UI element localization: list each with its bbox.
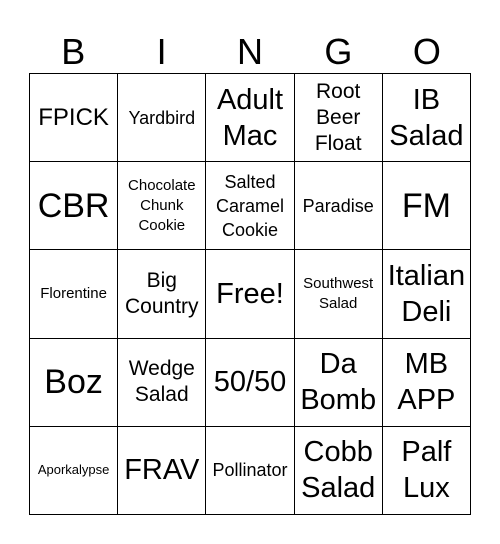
cell-label: Aporkalypse: [37, 462, 110, 478]
bingo-cell-r3c5[interactable]: [383, 250, 471, 338]
header-letter-n: N: [237, 31, 264, 72]
cell-label: Wedge Salad: [128, 357, 195, 407]
cell-label: Italian Deli: [387, 259, 466, 328]
bingo-cell-r1c4[interactable]: [295, 74, 383, 162]
bingo-cell-r1c5[interactable]: [383, 74, 471, 162]
bingo-cell-r1c3[interactable]: [206, 74, 294, 162]
bingo-cell-r3c1[interactable]: [30, 250, 118, 338]
bingo-cell-r5c1[interactable]: [30, 427, 118, 515]
cell-label: FM: [401, 186, 451, 225]
cell-label: Palf Lux: [401, 436, 452, 505]
cell-label: FRAV: [124, 454, 200, 487]
cell-label: Chocolate Chunk Cookie: [128, 176, 196, 234]
cell-label: 50/50: [213, 366, 287, 399]
cell-label: Paradise: [302, 195, 374, 216]
cell-label: Southwest Salad: [303, 274, 374, 312]
bingo-board: [29, 73, 471, 515]
bingo-cell-r4c5[interactable]: [383, 339, 471, 427]
cell-label: Salted Caramel Cookie: [215, 171, 284, 240]
cell-label: IB Salad: [389, 83, 464, 152]
bingo-cell-r3c4[interactable]: [295, 250, 383, 338]
bingo-cell-r3c2[interactable]: [118, 250, 206, 338]
header-letter-i: I: [156, 31, 167, 72]
bingo-cell-r4c2[interactable]: [118, 339, 206, 427]
cell-label: Adult Mac: [216, 83, 284, 152]
cell-label: Big Country: [125, 268, 199, 318]
bingo-cell-r2c4[interactable]: [295, 162, 383, 250]
header-letter-o: O: [412, 31, 441, 72]
bingo-cell-r1c1[interactable]: [30, 74, 118, 162]
bingo-cell-r5c3[interactable]: [206, 427, 294, 515]
bingo-cell-r2c1[interactable]: [30, 162, 118, 250]
header-letter-g: G: [324, 31, 353, 72]
bingo-cell-r5c5[interactable]: [383, 427, 471, 515]
bingo-cell-r2c2[interactable]: [118, 162, 206, 250]
free-space-label: Free!: [216, 277, 284, 310]
bingo-header: [29, 30, 471, 74]
bingo-cell-r1c2[interactable]: [118, 74, 206, 162]
cell-label: Boz: [44, 363, 103, 402]
bingo-cell-r2c3[interactable]: [206, 162, 294, 250]
cell-label: CBR: [37, 186, 110, 225]
bingo-cell-r2c5[interactable]: [383, 162, 471, 250]
cell-label: MB APP: [397, 348, 456, 417]
bingo-cell-r5c2[interactable]: [118, 427, 206, 515]
bingo-cell-free[interactable]: [206, 250, 294, 338]
header-letter-b: B: [61, 31, 86, 72]
bingo-cell-r4c4[interactable]: [295, 339, 383, 427]
bingo-cell-r5c4[interactable]: [295, 427, 383, 515]
cell-label: FPICK: [38, 103, 109, 131]
bingo-cell-r4c1[interactable]: [30, 339, 118, 427]
cell-label: Florentine: [40, 284, 107, 302]
bingo-cell-r4c3[interactable]: [206, 339, 294, 427]
cell-label: Cobb Salad: [301, 436, 376, 505]
cell-label: Root Beer Float: [314, 79, 362, 155]
cell-label: Da Bomb: [300, 348, 377, 417]
cell-label: Yardbird: [128, 107, 196, 128]
cell-label: Pollinator: [212, 460, 288, 481]
